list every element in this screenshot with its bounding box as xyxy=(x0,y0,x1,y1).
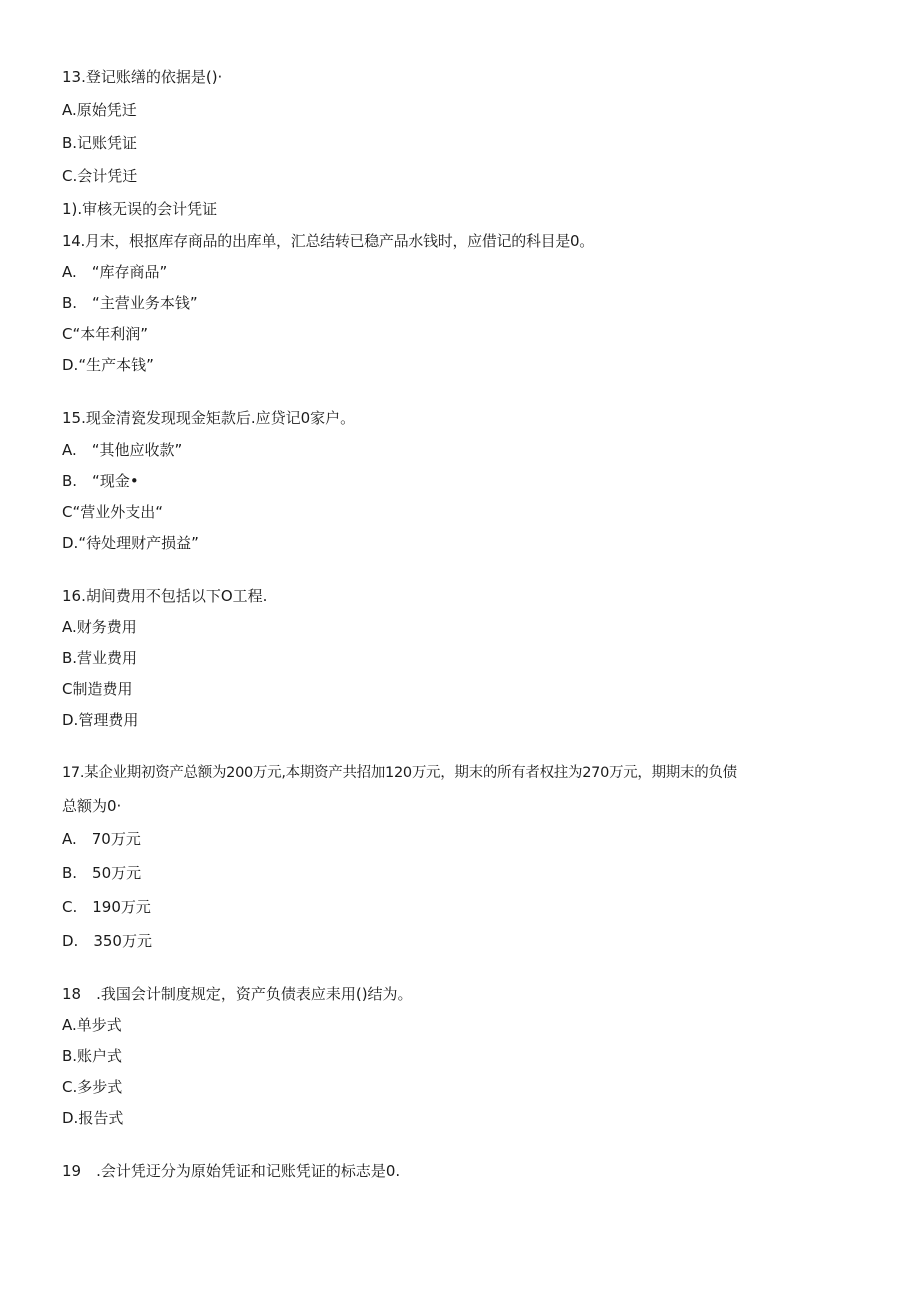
q16-option-c: C制造费用 xyxy=(62,680,133,698)
question-17-line-2: 总额为0· xyxy=(62,797,122,815)
question-19: 19 .会计凭迂分为原始凭证和记账凭证的标志是0. xyxy=(62,1162,401,1180)
q16-option-d: D.管理费用 xyxy=(62,711,139,729)
q18-option-c: C.多步式 xyxy=(62,1078,123,1096)
question-13: 13.登记账缮的依据是()· xyxy=(62,68,223,86)
q18-option-d: D.报告式 xyxy=(62,1109,124,1127)
q13-option-d: 1).审核无误的会计凭证 xyxy=(62,200,218,218)
q17-option-c: C. 190万元 xyxy=(62,898,151,916)
question-15: 15.现金清瓷发现现金矩款后.应贷记0家户。 xyxy=(62,409,356,427)
q18-option-b: B.账户式 xyxy=(62,1047,123,1065)
q17-option-b: B. 50万元 xyxy=(62,864,142,882)
q14-option-c: C“本年利润” xyxy=(62,325,149,343)
question-16: 16.胡间费用不包括以下O工程. xyxy=(62,587,268,605)
q14-option-b: B. “主营业务本钱” xyxy=(62,294,198,312)
q15-option-d: D.“待处理财产损益” xyxy=(62,534,199,552)
q13-option-a: A.原始凭迁 xyxy=(62,101,137,119)
question-18: 18 .我国会计制度规定，资产负债表应耒用()结为。 xyxy=(62,985,413,1003)
q15-option-b: B. “现金• xyxy=(62,472,139,490)
q13-option-b: B.记账凭证 xyxy=(62,134,138,152)
question-14: 14.月末，根抠库存商品的出库单，汇总结转已稳产品水钱时，应借记的科目是0。 xyxy=(62,232,595,250)
question-17-line-1: 17.某企业期初资产总额为200万元,本期资产共招加120万元，期末的所有者权拄为270万元，期期末的负债 xyxy=(62,765,737,781)
q13-option-c: C.会计凭迁 xyxy=(62,167,138,185)
q14-option-a: A. “库存商品” xyxy=(62,263,168,281)
q16-option-a: A.财务费用 xyxy=(62,618,137,636)
q16-option-b: B.营业费用 xyxy=(62,649,138,667)
q14-option-d: D.“生产本钱” xyxy=(62,356,154,374)
q15-option-a: A. “其他应收款” xyxy=(62,441,183,459)
q17-option-d: D. 350万元 xyxy=(62,932,152,950)
q15-option-c: C“营业外支出“ xyxy=(62,503,164,521)
q17-option-a: A. 70万元 xyxy=(62,830,141,848)
q18-option-a: A.单步式 xyxy=(62,1016,122,1034)
